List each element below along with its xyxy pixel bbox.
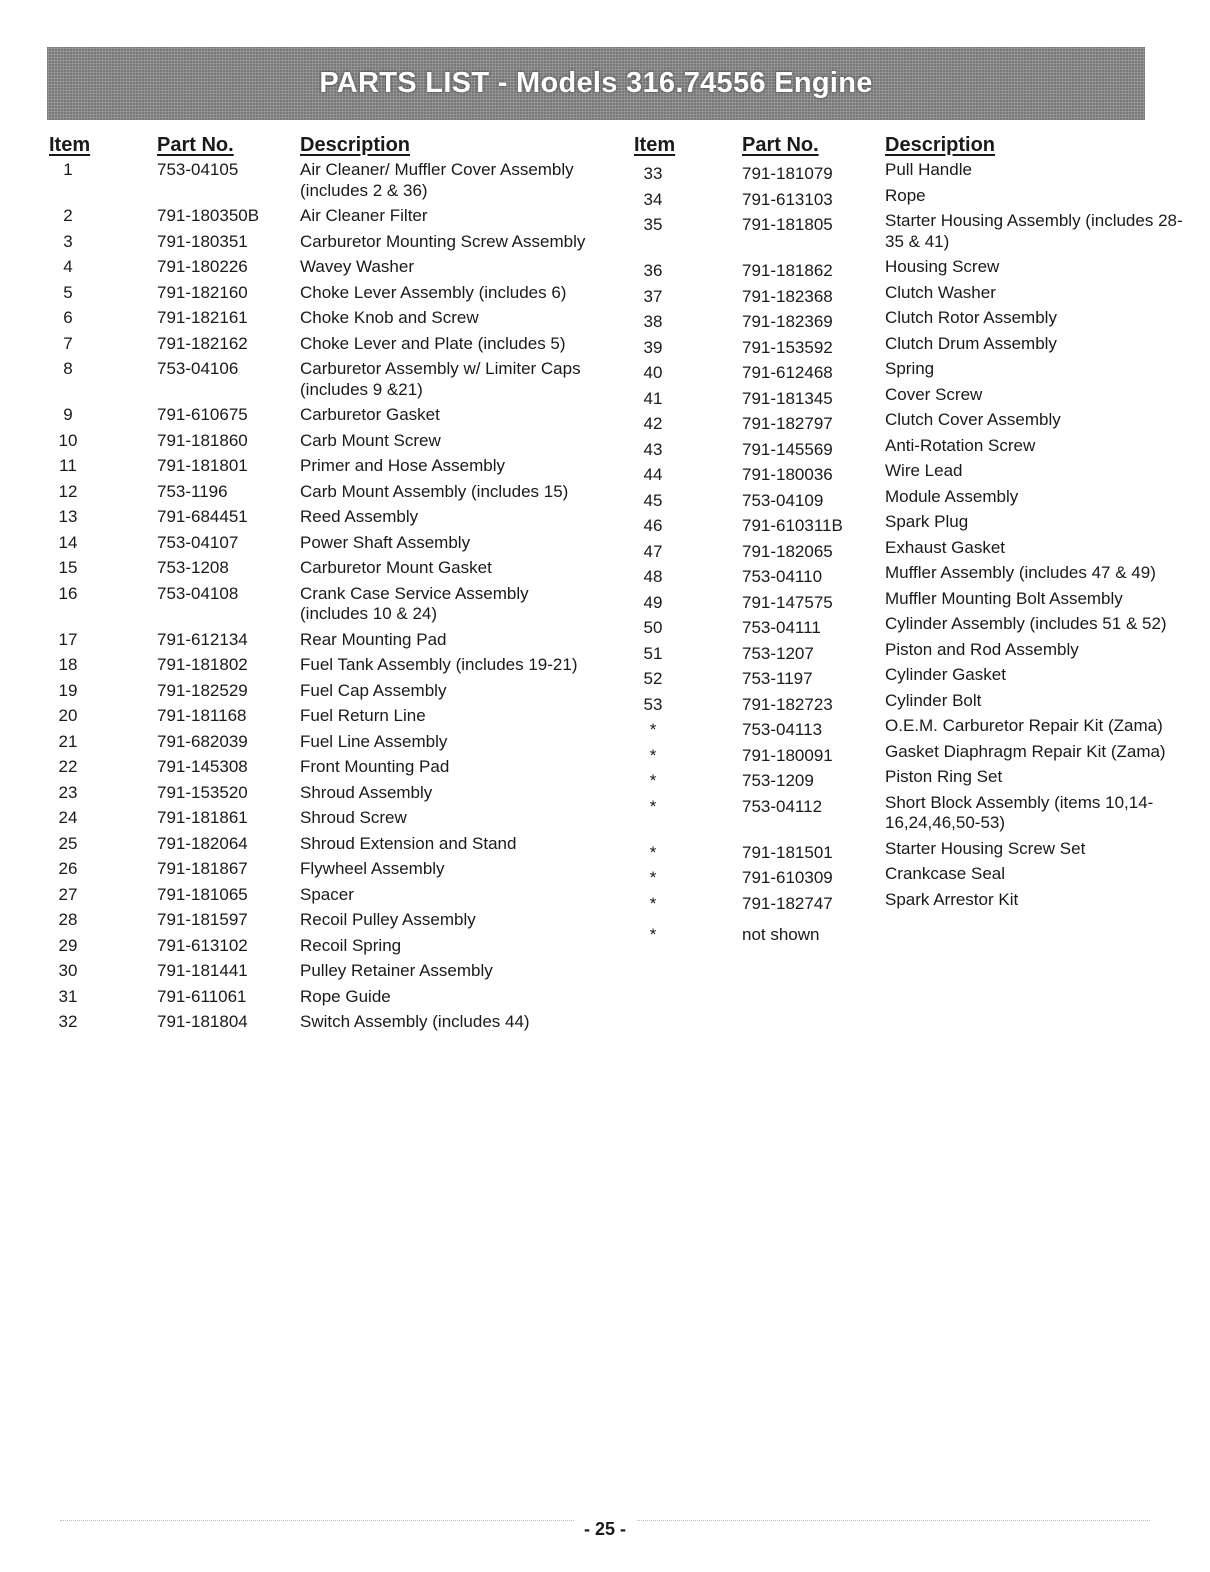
part-number: 791-181345: [742, 388, 833, 408]
item-number: 6: [63, 308, 73, 327]
header-item: Item: [634, 134, 676, 156]
part-description: Reed Assembly: [300, 507, 419, 526]
item-number: 19: [58, 680, 78, 700]
part-number: 791-182369: [742, 312, 833, 331]
item-number: 2: [63, 206, 73, 225]
part-number: 791-181079: [742, 164, 833, 183]
parts-row: [632, 864, 1192, 885]
item-number: 25: [58, 833, 78, 853]
title-banner: [47, 47, 1145, 120]
item-number: *: [649, 893, 657, 913]
item-number: 5: [63, 282, 73, 302]
part-description: Rear Mounting Pad: [300, 629, 447, 649]
item-number: 23: [58, 782, 78, 802]
item-number: 36: [643, 261, 663, 280]
part-number: 791-180091: [742, 745, 833, 765]
part-number: 791-180350B: [157, 206, 260, 225]
part-number: 791-182160: [157, 282, 248, 302]
header-description: Description: [885, 134, 996, 156]
parts-row: [632, 410, 1192, 431]
parts-row: [47, 359, 607, 400]
parts-row: [47, 507, 607, 528]
item-number: 48: [643, 567, 663, 586]
part-number: 791-145308: [157, 757, 248, 776]
part-description: Choke Lever and Plate (includes 5): [300, 333, 566, 353]
part-description: Starter Housing Screw Set: [885, 838, 1086, 858]
part-description: O.E.M. Carburetor Repair Kit (Zama): [885, 716, 1163, 735]
part-description: Pull Handle: [885, 160, 972, 179]
item-number: 10: [58, 430, 78, 450]
parts-list-left: [47, 160, 607, 1033]
parts-row: [632, 767, 1192, 788]
parts-row: [632, 334, 1192, 355]
parts-row: [632, 742, 1192, 763]
parts-row: [47, 431, 607, 452]
part-number: 791-180351: [157, 231, 248, 251]
parts-row: [632, 640, 1192, 661]
parts-row: [632, 512, 1192, 533]
part-number: 753-04112: [742, 796, 823, 816]
parts-row: [47, 482, 607, 503]
parts-row: [47, 456, 607, 477]
part-description: Short Block Assembly (items 10,14-16,24,46,50-53): [885, 792, 1154, 832]
item-number: *: [649, 720, 657, 739]
header-part-no: Part No.: [157, 134, 234, 156]
part-number: 791-612468: [742, 363, 833, 382]
item-number: 8: [63, 359, 73, 378]
item-number: 24: [58, 808, 78, 827]
parts-row: [47, 757, 607, 778]
parts-row: [632, 385, 1192, 406]
part-number: 791-153592: [742, 337, 833, 357]
parts-row: [47, 334, 607, 355]
parts-row: [47, 558, 607, 579]
parts-row: [47, 584, 607, 625]
parts-row: [632, 257, 1192, 278]
part-description: Carburetor Assembly w/ Limiter Caps (includes 9 &21): [300, 359, 581, 399]
part-description: Choke Knob and Screw: [300, 308, 479, 327]
part-number: 753-04110: [742, 567, 823, 586]
part-number: 791-611061: [157, 986, 247, 1006]
part-description: Muffler Assembly (includes 47 & 49): [885, 563, 1156, 582]
item-number: 13: [58, 507, 78, 526]
part-description: Rope Guide: [300, 986, 391, 1006]
part-description: Module Assembly: [885, 486, 1019, 506]
item-number: 18: [58, 655, 78, 674]
part-description: Carburetor Gasket: [300, 405, 440, 424]
parts-row: [632, 793, 1192, 834]
part-number: 791-613103: [742, 189, 833, 209]
footnote-text: not shown: [742, 925, 820, 944]
part-number: 791-182747: [742, 893, 833, 913]
parts-row: [632, 614, 1192, 635]
part-number: 791-682039: [157, 731, 248, 751]
part-number: 753-04107: [157, 532, 239, 552]
item-number: *: [649, 842, 657, 862]
parts-row: [47, 405, 607, 426]
part-description: Spacer: [300, 884, 354, 904]
item-number: 42: [643, 414, 663, 433]
parts-row: [47, 283, 607, 304]
item-number: 26: [58, 859, 78, 878]
item-number: 51: [643, 643, 663, 663]
part-description: Carb Mount Assembly (includes 15): [300, 481, 569, 501]
part-description: Cylinder Assembly (includes 51 & 52): [885, 614, 1167, 633]
parts-row: [47, 834, 607, 855]
parts-row: [47, 808, 607, 829]
part-description: Clutch Drum Assembly: [885, 333, 1057, 353]
part-number: 753-04105: [157, 160, 239, 179]
part-number: 753-1209: [742, 771, 814, 790]
page-number: [0, 1519, 1210, 1540]
part-description: Shroud Assembly: [300, 782, 433, 802]
item-number: 11: [59, 456, 77, 475]
part-number: 791-610309: [742, 868, 833, 887]
part-description: Pulley Retainer Assembly: [300, 961, 493, 980]
item-number: 14: [58, 532, 78, 552]
part-description: Fuel Line Assembly: [300, 731, 448, 751]
item-number: 53: [643, 694, 663, 714]
item-number: 44: [643, 465, 663, 484]
part-number: 791-181862: [742, 261, 833, 280]
item-number: *: [649, 868, 657, 887]
item-number: 47: [643, 541, 663, 561]
part-description: Carburetor Mounting Screw Assembly: [300, 231, 586, 251]
part-description: Exhaust Gasket: [885, 537, 1006, 557]
item-number: 27: [58, 884, 78, 904]
header-description: Description: [300, 134, 411, 156]
parts-row: [632, 308, 1192, 329]
part-description: Wavey Washer: [300, 257, 414, 276]
part-number: 791-182368: [742, 286, 833, 306]
parts-row: [47, 859, 607, 880]
part-number: 791-182797: [742, 414, 833, 433]
part-description: Cylinder Bolt: [885, 690, 982, 710]
item-number: *: [649, 796, 657, 816]
item-number: 20: [58, 706, 78, 725]
parts-row: [632, 359, 1192, 380]
part-number: 791-181501: [742, 842, 833, 862]
item-number: 40: [643, 363, 663, 382]
part-description: Muffler Mounting Bolt Assembly: [885, 588, 1123, 608]
part-description: Power Shaft Assembly: [300, 532, 471, 552]
parts-list-right: [632, 160, 1192, 913]
parts-row: [632, 538, 1192, 559]
parts-row: [632, 691, 1192, 712]
part-number: 791-180226: [157, 257, 248, 276]
part-number: 753-04111: [742, 618, 821, 637]
part-description: Carburetor Mount Gasket: [300, 558, 492, 577]
parts-row: [47, 232, 607, 253]
part-description: Choke Lever Assembly (includes 6): [300, 282, 567, 302]
parts-row: [632, 563, 1192, 584]
parts-row: [632, 665, 1192, 686]
part-number: 753-1197: [742, 669, 813, 688]
item-number: 3: [63, 231, 73, 251]
part-number: 753-04108: [157, 583, 239, 603]
part-number: 791-684451: [157, 507, 248, 526]
parts-row: [632, 211, 1192, 252]
footnote-marker: *: [649, 925, 657, 944]
item-number: 21: [58, 731, 78, 751]
item-number: 15: [58, 558, 78, 577]
part-description: Cover Screw: [885, 384, 983, 404]
parts-row: [47, 160, 607, 201]
item-number: 39: [643, 337, 663, 357]
parts-row: [632, 461, 1192, 482]
item-number: 12: [58, 481, 78, 501]
part-description: Clutch Cover Assembly: [885, 410, 1061, 429]
part-number: 753-1208: [157, 558, 229, 577]
item-number: 30: [58, 961, 78, 980]
item-number: 43: [643, 439, 663, 459]
part-description: Anti-Rotation Screw: [885, 435, 1036, 455]
page-title: PARTS LIST - Models 316.74556 Engine: [319, 67, 873, 99]
part-number: 791-181801: [157, 456, 248, 475]
part-description: Piston Ring Set: [885, 767, 1003, 786]
item-number: 38: [643, 312, 663, 331]
footnote-row: [632, 921, 1192, 942]
part-description: Housing Screw: [885, 257, 1000, 276]
parts-row: [47, 655, 607, 676]
item-number: *: [649, 745, 657, 765]
header-part-no: Part No.: [742, 134, 819, 156]
part-number: 753-1207: [742, 643, 814, 663]
item-number: 4: [63, 257, 73, 276]
part-description: Flywheel Assembly: [300, 859, 445, 878]
part-number: 791-181804: [157, 1012, 248, 1031]
part-description: Air Cleaner/ Muffler Cover Assembly (includes 2 & 36): [300, 160, 574, 200]
parts-row: [47, 630, 607, 651]
parts-row: [47, 910, 607, 931]
item-number: 7: [63, 333, 73, 353]
part-number: 753-1196: [157, 481, 228, 501]
part-number: 791-153520: [157, 782, 248, 802]
parts-column-left: [47, 134, 607, 1038]
item-number: 33: [643, 164, 663, 183]
parts-row: [47, 961, 607, 982]
item-number: 34: [643, 189, 663, 209]
part-description: Crank Case Service Assembly (includes 10 & 24): [300, 583, 529, 623]
part-description: Fuel Tank Assembly (includes 19-21): [300, 655, 578, 674]
part-description: Cylinder Gasket: [885, 665, 1006, 684]
part-description: Air Cleaner Filter: [300, 206, 428, 225]
part-number: 791-181861: [157, 808, 248, 827]
part-number: 791-181065: [157, 884, 248, 904]
parts-column-right: [632, 134, 1192, 947]
part-number: 791-610311B: [742, 516, 843, 535]
part-description: Wire Lead: [885, 461, 963, 480]
part-number: 791-182064: [157, 833, 248, 853]
part-number: 791-181168: [157, 706, 247, 725]
part-number: 791-181802: [157, 655, 248, 674]
part-number: 753-04106: [157, 359, 239, 378]
parts-row: [47, 681, 607, 702]
parts-row: [632, 589, 1192, 610]
item-number: 46: [643, 516, 663, 535]
item-number: 32: [58, 1012, 78, 1031]
parts-row: [47, 257, 607, 278]
part-description: Carb Mount Screw: [300, 430, 441, 450]
part-number: 791-181805: [742, 215, 833, 234]
parts-row: [47, 706, 607, 727]
part-description: Shroud Extension and Stand: [300, 833, 517, 853]
part-number: 753-04109: [742, 490, 824, 510]
parts-row: [47, 732, 607, 753]
part-number: 791-181597: [157, 910, 248, 929]
part-number: 791-182529: [157, 680, 248, 700]
part-number: 791-181867: [157, 859, 248, 878]
parts-row: [47, 206, 607, 227]
item-number: 9: [63, 405, 73, 424]
part-description: Rope: [885, 185, 926, 205]
part-description: Front Mounting Pad: [300, 757, 450, 776]
part-number: 791-613102: [157, 935, 248, 955]
column-header: [632, 134, 1192, 160]
page-number-text: - 25 -: [574, 1519, 636, 1539]
item-number: 1: [63, 160, 73, 179]
part-description: Starter Housing Assembly (includes 28-35 & 41): [885, 211, 1183, 251]
parts-row: [632, 487, 1192, 508]
part-description: Fuel Cap Assembly: [300, 680, 447, 700]
parts-row: [47, 885, 607, 906]
part-description: Gasket Diaphragm Repair Kit (Zama): [885, 741, 1166, 761]
parts-row: [47, 936, 607, 957]
part-description: Recoil Pulley Assembly: [300, 910, 476, 929]
parts-row: [47, 533, 607, 554]
part-number: 791-182161: [157, 308, 248, 327]
part-number: 791-182723: [742, 694, 833, 714]
part-description: Fuel Return Line: [300, 706, 426, 725]
parts-row: [632, 283, 1192, 304]
item-number: 37: [643, 286, 663, 306]
column-header: [47, 134, 607, 160]
part-number: 791-610675: [157, 405, 248, 424]
part-number: 791-147575: [742, 592, 833, 612]
item-number: 22: [58, 757, 78, 776]
part-description: Switch Assembly (includes 44): [300, 1012, 530, 1031]
parts-row: [632, 436, 1192, 457]
part-description: Spark Plug: [885, 512, 969, 531]
parts-row: [632, 186, 1192, 207]
part-description: Clutch Washer: [885, 282, 996, 302]
part-description: Primer and Hose Assembly: [300, 456, 506, 475]
part-number: 791-180036: [742, 465, 833, 484]
item-number: 35: [643, 215, 663, 234]
item-number: 31: [58, 986, 78, 1006]
item-number: *: [649, 771, 657, 790]
part-number: 791-181441: [157, 961, 248, 980]
part-number: 791-181860: [157, 430, 248, 450]
part-number: 753-04113: [742, 720, 823, 739]
parts-row: [632, 716, 1192, 737]
parts-row: [47, 987, 607, 1008]
part-description: Crankcase Seal: [885, 864, 1006, 883]
item-number: 28: [58, 910, 78, 929]
part-number: 791-612134: [157, 629, 248, 649]
part-number: 791-145569: [742, 439, 833, 459]
item-number: 52: [643, 669, 663, 688]
item-number: 49: [643, 592, 663, 612]
parts-row: [47, 783, 607, 804]
parts-row: [47, 1012, 607, 1033]
part-number: 791-182065: [742, 541, 833, 561]
item-number: 17: [58, 629, 78, 649]
item-number: 50: [643, 618, 663, 637]
parts-row: [47, 308, 607, 329]
parts-row: [632, 839, 1192, 860]
part-description: Piston and Rod Assembly: [885, 639, 1079, 659]
part-description: Shroud Screw: [300, 808, 407, 827]
parts-row: [632, 160, 1192, 181]
header-item: Item: [49, 134, 91, 156]
part-description: Spring: [885, 359, 935, 378]
item-number: 29: [58, 935, 78, 955]
item-number: 16: [58, 583, 78, 603]
item-number: 41: [643, 388, 663, 408]
parts-row: [632, 890, 1192, 911]
part-description: Spark Arrestor Kit: [885, 889, 1019, 909]
item-number: 45: [643, 490, 663, 510]
part-number: 791-182162: [157, 333, 248, 353]
part-description: Recoil Spring: [300, 935, 402, 955]
part-description: Clutch Rotor Assembly: [885, 308, 1057, 327]
